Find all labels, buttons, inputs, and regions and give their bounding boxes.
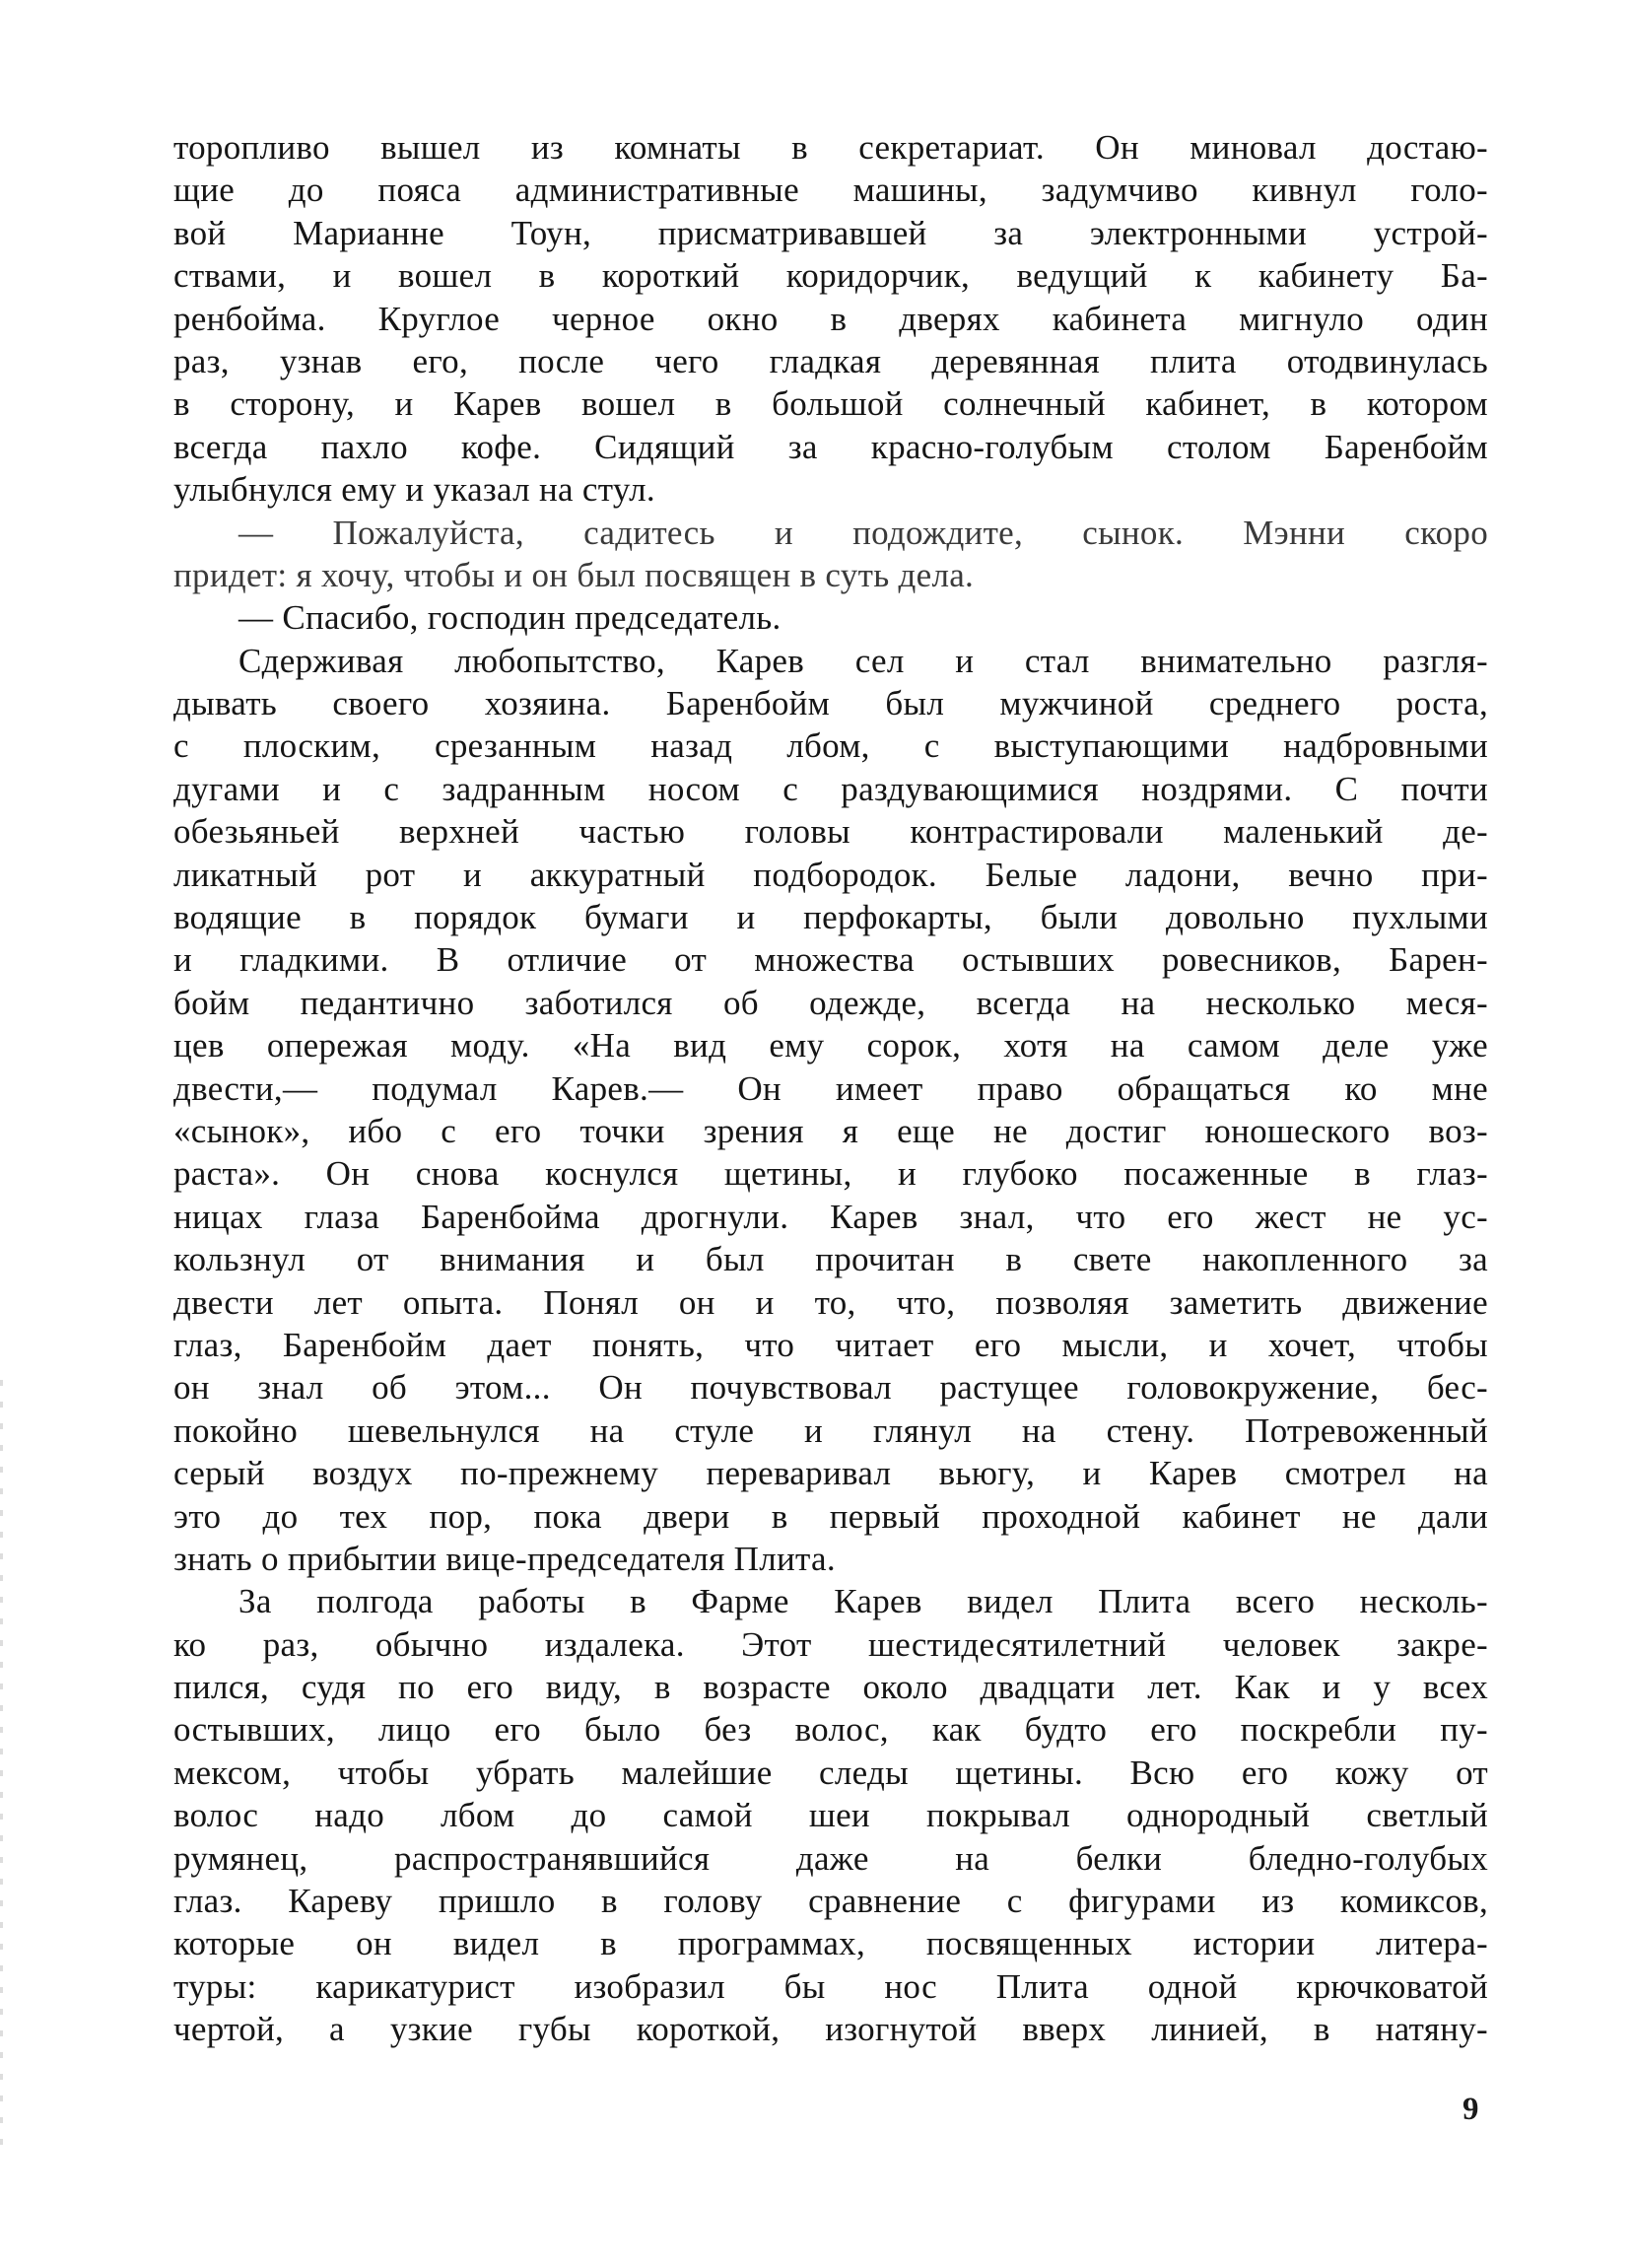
- text-line: дугами и с задранным носом с раздувающимися ноздрями. С почти: [173, 769, 1488, 808]
- text-line: знать о прибытии вице-председателя Плита.: [173, 1539, 836, 1578]
- text-line: улыбнулся ему и указал на стул.: [173, 470, 655, 510]
- text-line: остывших, лицо его было без волос, как будто его поскребли пу-: [173, 1710, 1488, 1750]
- text-line: раста». Он снова коснулся щетины, и глубоко посаженные в глаз-: [173, 1154, 1488, 1194]
- dialogue-line: — Пожалуйста, садитесь и подождите, сынок. Мэнни скоро: [238, 513, 1488, 552]
- text-line: обезьяньей верхней частью головы контрастировали маленький де-: [173, 812, 1488, 852]
- text-line: мексом, чтобы убрать малейшие следы щетины. Всю его кожу от: [173, 1753, 1488, 1792]
- text-line: всегда пахло кофе. Сидящий за красно-голубым столом Баренбойм: [173, 427, 1488, 466]
- text-line: дывать своего хозяина. Баренбойм был мужчиной среднего роста,: [173, 684, 1488, 723]
- text-line: он знал об этом... Он почувствовал растущее головокружение, бес-: [173, 1368, 1488, 1408]
- scan-edge-artifact: [0, 1380, 3, 2149]
- page-number: 9: [1462, 2092, 1479, 2127]
- text-line: бойм педантично заботился об одежде, всегда на несколько меся-: [173, 983, 1488, 1022]
- text-line: ко раз, обычно издалека. Этот шестидесятилетний человек закре-: [173, 1624, 1488, 1664]
- text-line: с плоским, срезанным назад лбом, с выступающими надбровными: [173, 726, 1488, 766]
- text-line: двести,— подумал Карев.— Он имеет право обращаться ко мне: [173, 1068, 1488, 1108]
- text-line: это до тех пор, пока двери в первый проходной кабинет не дали: [173, 1496, 1488, 1536]
- text-line: пился, судя по его виду, в возрасте около двадцати лет. Как и у всех: [173, 1668, 1488, 1707]
- text-line: ликатный рот и аккуратный подбородок. Белые ладони, вечно при-: [173, 855, 1488, 894]
- text-line: цев опережая моду. «На вид ему сорок, хотя на самом деле уже: [173, 1026, 1488, 1065]
- text-line: Сдерживая любопытство, Карев сел и стал внимательно разгля-: [238, 641, 1488, 680]
- text-line: торопливо вышел из комнаты в секретариат. Он миновал достаю-: [173, 128, 1488, 167]
- text-line: волос надо лбом до самой шеи покрывал однородный светлый: [173, 1796, 1488, 1835]
- dialogue-line: — Спасибо, господин председатель.: [238, 598, 782, 638]
- text-line: вой Марианне Тоун, присматривавшей за электронными устрой-: [173, 213, 1488, 252]
- text-line: глаз, Баренбойм дает понять, что читает его мысли, и хочет, чтобы: [173, 1325, 1488, 1364]
- text-line: глаз. Кареву пришло в голову сравнение с фигурами из комиксов,: [173, 1882, 1488, 1921]
- text-line: За полгода работы в Фарме Карев видел Плита всего несколь-: [238, 1582, 1488, 1621]
- text-line: кользнул от внимания и был прочитан в свете накопленного за: [173, 1240, 1488, 1279]
- text-line: которые он видел в программах, посвященных истории литера-: [173, 1924, 1488, 1963]
- text-line: щие до пояса административные машины, задумчиво кивнул голо-: [173, 171, 1488, 210]
- text-line: туры: карикатурист изобразил бы нос Плита одной крючковатой: [173, 1966, 1488, 2006]
- text-line: и гладкими. В отличие от множества остывших ровесников, Барен-: [173, 940, 1488, 980]
- text-line: ренбойма. Круглое черное окно в дверях кабинета мигнуло один: [173, 299, 1488, 338]
- text-line: чертой, а узкие губы короткой, изогнутой вверх линией, в натяну-: [173, 2010, 1488, 2049]
- text-line: румянец, распространявшийся даже на белки бледно-голубых: [173, 1838, 1488, 1878]
- text-line: ницах глаза Баренбойма дрогнули. Карев знал, что его жест не ус-: [173, 1197, 1488, 1236]
- text-line: водящие в порядок бумаги и перфокарты, были довольно пухлыми: [173, 898, 1488, 937]
- text-line: двести лет опыта. Понял он и то, что, позволяя заметить движение: [173, 1282, 1488, 1322]
- text-line: серый воздух по-прежнему переваривал вьюгу, и Карев смотрел на: [173, 1454, 1488, 1493]
- dialogue-line: придет: я хочу, чтобы и он был посвящен в суть дела.: [173, 555, 975, 594]
- text-line: покойно шевельнулся на стуле и глянул на стену. Потревоженный: [173, 1410, 1488, 1450]
- text-line: раз, узнав его, после чего гладкая деревянная плита отодвинулась: [173, 341, 1488, 380]
- text-line: в сторону, и Карев вошел в большой солнечный кабинет, в котором: [173, 384, 1488, 424]
- text-line: «сынок», ибо с его точки зрения я еще не достиг юношеского воз-: [173, 1111, 1488, 1150]
- body-text: [173, 126, 1488, 2051]
- text-line: ствами, и вошел в короткий коридорчик, ведущий к кабинету Ба-: [173, 256, 1488, 296]
